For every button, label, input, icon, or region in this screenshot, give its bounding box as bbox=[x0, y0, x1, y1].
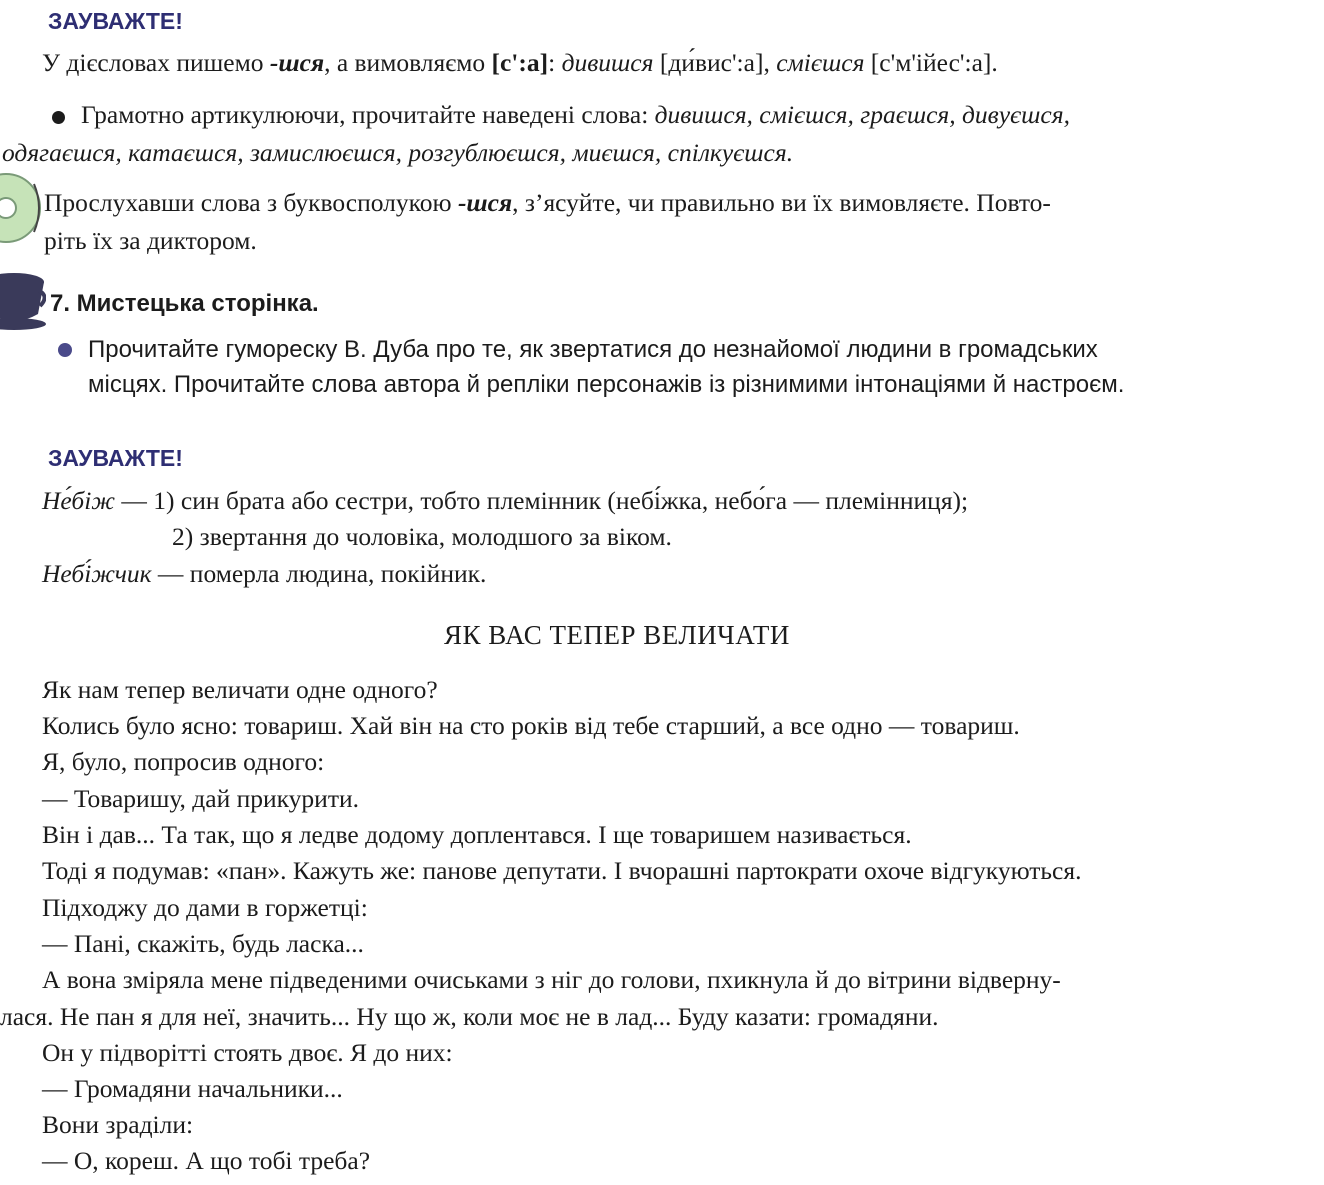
story-line: Вони зраділи: bbox=[42, 1110, 194, 1139]
story-line: лася. Не пан я для неї, значить... Ну що ж, коли моє не в лад... Буду казати: громадяни. bbox=[0, 1002, 939, 1031]
note-heading: ЗАУВАЖТЕ! bbox=[48, 445, 183, 471]
transcription: [ди́вис':а], bbox=[653, 48, 777, 77]
bullet-icon bbox=[52, 111, 65, 124]
definition-text: — померла людина, покійник. bbox=[151, 559, 487, 588]
section-instruction-line-1: Прочитайте гумореску В. Дуба про те, як звертатися до незнайомої людини в громадських bbox=[88, 336, 1098, 363]
story-line: Він і дав... Та так, що я ледве додому доплентався. І ще товаришем називається. bbox=[42, 820, 912, 849]
example-word: смієшся bbox=[776, 48, 865, 77]
task-words-line bbox=[2, 138, 793, 167]
example-word: дивишся bbox=[561, 48, 654, 77]
defined-word: Не́біж bbox=[42, 486, 116, 515]
story-line: Я, було, попросив одного: bbox=[42, 747, 325, 776]
text-fragment: Грамотно артикулюючи, прочитайте наведені слова: bbox=[81, 100, 655, 129]
suffix-emphasis: -шся bbox=[269, 48, 325, 77]
story-line: Підходжу до дами в горжетці: bbox=[42, 893, 368, 922]
transcription-bold: [с':а] bbox=[491, 48, 549, 77]
text-fragment: , з’ясуйте, чи правильно ви їх вимовляєте. Повто- bbox=[512, 188, 1051, 217]
story-title: ЯК ВАС ТЕПЕР ВЕЛИЧАТИ bbox=[444, 620, 790, 650]
story-line: — Товаришу, дай прикурити. bbox=[42, 784, 359, 813]
text-fragment: : bbox=[548, 48, 562, 77]
story-line: Тоді я подумав: «пан». Кажуть же: панове депутати. І вчорашні партократи охоче відгукуються. bbox=[42, 856, 1082, 885]
listening-task-line-1 bbox=[44, 188, 1051, 217]
listening-task-line-2: ріть їх за диктором. bbox=[44, 226, 257, 255]
story-line: Як нам тепер величати одне одного? bbox=[42, 675, 438, 704]
suffix-emphasis: -шся bbox=[457, 188, 513, 217]
text-fragment: Прослухавши слова з буквосполукою bbox=[44, 188, 458, 217]
story-line: Колись було ясно: товариш. Хай він на сто років від тебе старший, а все одно — товариш. bbox=[42, 711, 1020, 740]
note-heading: ЗАУВАЖТЕ! bbox=[48, 8, 183, 34]
definition-text: — 1) син брата або сестри, тобто племінник (небі́жка, небо́га — племінниця); bbox=[115, 486, 969, 515]
example-words: дивишся, смієшся, граєшся, дивуєшся, bbox=[654, 100, 1070, 129]
task-instruction bbox=[52, 100, 1070, 129]
story-line: — Пані, скажіть, будь ласка... bbox=[42, 929, 364, 958]
section-instruction-line-2: місцях. Прочитайте слова автора й репліки персонажів із різнимими інтонаціями й настроєм. bbox=[88, 371, 1125, 398]
audio-disc-icon[interactable] bbox=[0, 170, 44, 246]
transcription: [с'м'ійес':а]. bbox=[864, 48, 998, 77]
definition-line-2: 2) звертання до чоловіка, молодшого за віком. bbox=[172, 522, 672, 551]
example-words: одягаєшся, катаєшся, замислюєшся, розгублюєшся, миєшся, спілкуєшся. bbox=[2, 138, 794, 167]
story-line: — Громадяни начальники... bbox=[42, 1074, 343, 1103]
story-line: А вона зміряла мене підведеними очиськами з ніг до голови, пхикнула й до вітрини відверну- bbox=[42, 965, 1061, 994]
teacup-icon bbox=[0, 270, 46, 332]
text-fragment: , а вимовляємо bbox=[324, 48, 492, 77]
bullet-icon bbox=[58, 343, 72, 357]
section-heading: 7. Мистецька сторінка. bbox=[50, 290, 319, 317]
story-line: Он у підворітті стоять двоє. Я до них: bbox=[42, 1038, 453, 1067]
definition-line-1 bbox=[42, 486, 968, 515]
text-fragment: У дієсловах пишемо bbox=[42, 48, 270, 77]
note-rule-text bbox=[42, 48, 998, 77]
story-line: — О, кореш. А що тобі треба? bbox=[42, 1146, 371, 1175]
defined-word: Небі́жчик bbox=[42, 559, 152, 588]
definition-line-3 bbox=[42, 559, 486, 588]
